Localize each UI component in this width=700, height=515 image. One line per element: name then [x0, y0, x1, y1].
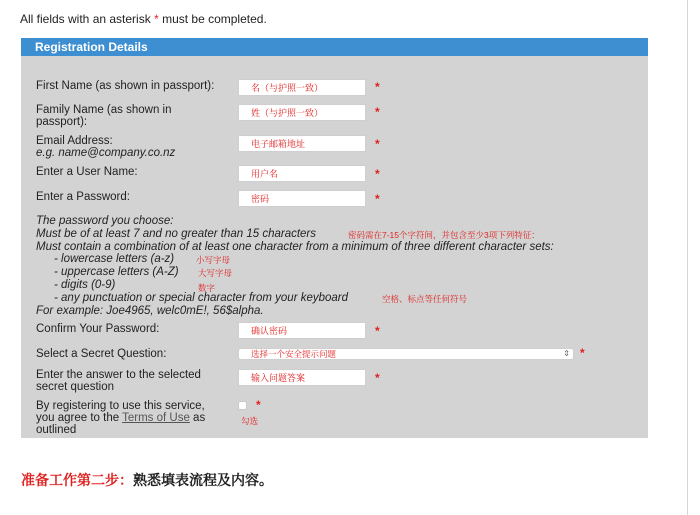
- confirm-password-input[interactable]: 确认密码: [238, 322, 366, 339]
- required-asterisk: *: [375, 80, 380, 94]
- email-label: Email Address: e.g. name@company.co.nz: [36, 135, 176, 159]
- page-edge: [687, 0, 688, 515]
- terms-checkbox[interactable]: [238, 401, 247, 410]
- digits-note: 数字: [198, 282, 216, 293]
- panel-title: Registration Details: [21, 38, 648, 56]
- password-input[interactable]: 密码: [238, 190, 366, 207]
- asterisk: *: [154, 12, 159, 26]
- confirm-password-label: Confirm Your Password:: [36, 323, 160, 335]
- family-name-label: Family Name (as shown in passport):: [36, 104, 172, 128]
- required-asterisk: *: [580, 346, 585, 360]
- required-asterisk: *: [375, 371, 380, 385]
- secret-answer-label: Enter the answer to the selected secret question: [36, 369, 201, 393]
- required-asterisk: *: [375, 324, 380, 338]
- username-input[interactable]: 用户名: [238, 165, 366, 182]
- secret-answer-input[interactable]: 输入问题答案: [238, 369, 366, 386]
- password-length-note: 密码需在7-15个字符间，并包含至少3项下列特征：: [348, 229, 540, 240]
- required-fields-notice: All fields with an asterisk * must be completed.: [20, 12, 267, 26]
- uppercase-note: 大写字母: [198, 268, 233, 279]
- chevron-up-down-icon: ⇕: [563, 349, 570, 358]
- terms-text: By registering to use this service, you agree to the Terms of Use as outlined: [36, 400, 206, 436]
- password-rules: The password you choose: Must be of at least 7 and no greater than 15 characters 密码需在7-15个字符间，并包含至少3项下列特征： Must contain a combination of at least one character from a minimum of three different character sets: - lowercase letters (a-z) 小写字母 - uppercase letters (A-Z) 大写字母 - digits (0-9) 数字 - any punctuation or special character from your keyboard 空格、标点等任何符号 For example: Joe4965, welc0mE!, 56$alpha.: [36, 215, 554, 317]
- lowercase-note: 小写字母: [196, 255, 231, 266]
- required-asterisk: *: [375, 105, 380, 119]
- secret-question-select[interactable]: 选择一个安全提示问题 ⇕: [238, 348, 574, 360]
- first-name-input[interactable]: 名（与护照一致）: [238, 79, 366, 96]
- step-heading: 准备工作第二步：熟悉填表流程及内容。: [21, 473, 273, 489]
- required-asterisk: *: [375, 192, 380, 206]
- required-asterisk: *: [375, 167, 380, 181]
- password-label: Enter a Password:: [36, 191, 130, 203]
- terms-of-use-link[interactable]: Terms of Use: [122, 412, 190, 424]
- username-label: Enter a User Name:: [36, 166, 138, 178]
- required-asterisk: *: [256, 398, 261, 412]
- email-input[interactable]: 电子邮箱地址: [238, 135, 366, 152]
- check-box-note: 勾选: [241, 416, 259, 426]
- family-name-input[interactable]: 姓（与护照一致）: [238, 104, 366, 121]
- secret-question-label: Select a Secret Question:: [36, 348, 167, 360]
- email-example: e.g. name@company.co.nz: [36, 147, 176, 159]
- special-char-note: 空格、标点等任何符号: [382, 293, 468, 304]
- required-asterisk: *: [375, 137, 380, 151]
- first-name-label: First Name (as shown in passport):: [36, 80, 215, 92]
